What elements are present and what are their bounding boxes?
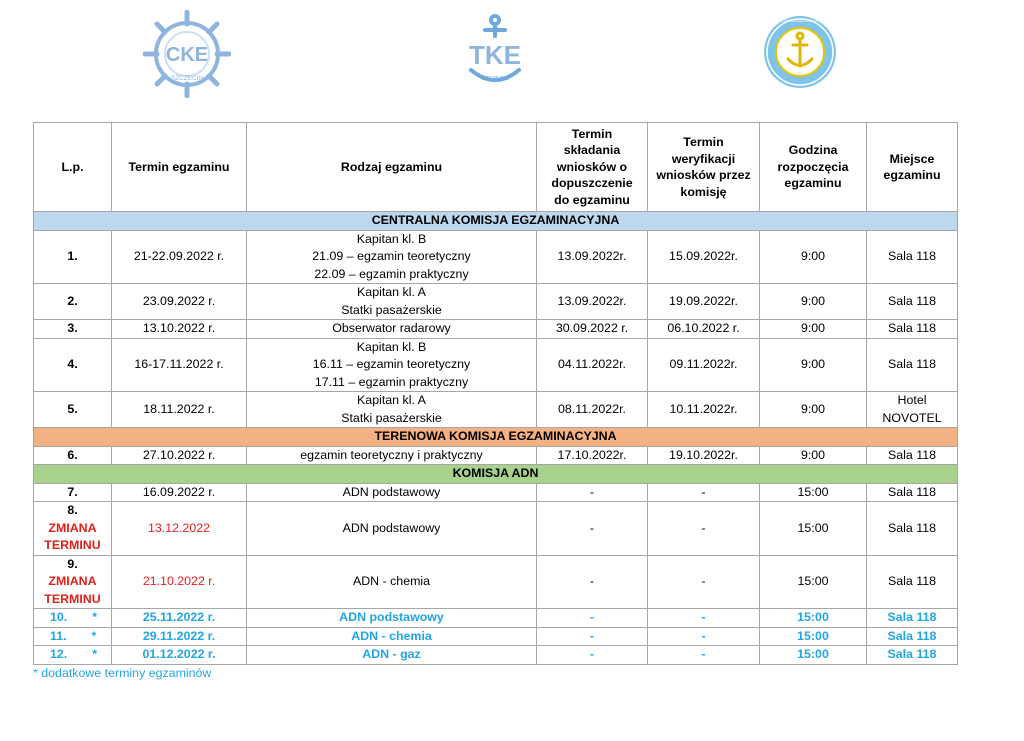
table-row: [34, 230, 958, 284]
table-row-extra: [34, 609, 958, 628]
tke-logo: [463, 14, 527, 86]
row-hour: 9:00: [760, 230, 867, 284]
row-hour: 15:00: [760, 555, 867, 609]
row-hour: 15:00: [760, 646, 867, 665]
row-date: 13.10.2022 r.: [112, 320, 247, 339]
row-lp: 11. *: [34, 627, 112, 646]
row-type: ADN podstawowy: [247, 483, 537, 502]
header-place: Miejsce egzaminu: [867, 123, 958, 212]
row-lp: 7.: [34, 483, 112, 502]
table-row: [34, 483, 958, 502]
row-date: 13.12.2022: [112, 502, 247, 556]
section-regional-commission: [34, 428, 958, 447]
section-title: TERENOWA KOMISJA EGZAMINACYJNA: [34, 428, 958, 447]
row-verify: -: [648, 555, 760, 609]
row-lp: 3.: [34, 320, 112, 339]
cke-logo-caption: SZCZECIN: [170, 75, 204, 82]
exam-schedule-table: [33, 122, 958, 665]
row-date: 21-22.09.2022 r.: [112, 230, 247, 284]
row-hour: 15:00: [760, 502, 867, 556]
row-place: Sala 118: [867, 320, 958, 339]
header-lp: L.p.: [34, 123, 112, 212]
row-hour: 15:00: [760, 609, 867, 628]
tke-logo-text: TKE: [469, 40, 521, 70]
row-type: ADN - chemia: [247, 555, 537, 609]
row-type: Kapitan kl. A Statki pasażerskie: [247, 284, 537, 320]
row-verify: 09.11.2022r.: [648, 338, 760, 392]
asterisk-mark: *: [92, 610, 98, 624]
row-lp: 1.: [34, 230, 112, 284]
asterisk-mark: *: [91, 628, 97, 643]
row-verify: 10.11.2022r.: [648, 392, 760, 428]
row-type: Kapitan kl. B 21.09 – egzamin teoretyczny 22.09 – egzamin praktyczny: [247, 230, 537, 284]
row-apply: -: [537, 627, 648, 646]
row-hour: 9:00: [760, 446, 867, 465]
row-lp: 10. *: [34, 609, 112, 628]
change-badge: ZMIANA: [48, 574, 97, 588]
row-hour: 9:00: [760, 320, 867, 339]
row-place: Sala 118: [867, 483, 958, 502]
row-hour: 15:00: [760, 627, 867, 646]
row-type: ADN podstawowy: [247, 609, 537, 628]
table-row: [34, 502, 958, 556]
row-lp: 8. ZMIANA TERMINU: [34, 502, 112, 556]
row-date: 27.10.2022 r.: [112, 446, 247, 465]
row-place: Sala 118: [867, 446, 958, 465]
section-central-commission: [34, 212, 958, 231]
section-adn-commission: [34, 465, 958, 484]
table-row: [34, 555, 958, 609]
tke-logo-caption: SZCZECIN: [481, 76, 509, 82]
table-row: [34, 320, 958, 339]
row-date: 23.09.2022 r.: [112, 284, 247, 320]
row-place: Sala 118: [867, 284, 958, 320]
row-date: 21.10.2022 r.: [112, 555, 247, 609]
row-type: egzamin teoretyczny i praktyczny: [247, 446, 537, 465]
row-verify: -: [648, 646, 760, 665]
row-verify: 19.10.2022r.: [648, 446, 760, 465]
row-hour: 9:00: [760, 392, 867, 428]
row-apply: -: [537, 609, 648, 628]
row-verify: -: [648, 627, 760, 646]
row-lp: 5.: [34, 392, 112, 428]
row-apply: 08.11.2022r.: [537, 392, 648, 428]
row-date: 25.11.2022 r.: [112, 609, 247, 628]
row-date: 01.12.2022 r.: [112, 646, 247, 665]
row-verify: -: [648, 483, 760, 502]
row-type: ADN podstawowy: [247, 502, 537, 556]
row-verify: 15.09.2022r.: [648, 230, 760, 284]
row-apply: 04.11.2022r.: [537, 338, 648, 392]
table-header-row: [34, 123, 958, 212]
row-type: ADN - chemia: [247, 627, 537, 646]
header-start-hour: Godzina rozpoczęcia egzaminu: [760, 123, 867, 212]
row-lp: 6.: [34, 446, 112, 465]
row-apply: 30.09.2022 r.: [537, 320, 648, 339]
row-apply: -: [537, 502, 648, 556]
table-row: [34, 338, 958, 392]
row-lp: 12. *: [34, 646, 112, 665]
row-hour: 9:00: [760, 284, 867, 320]
row-place: Sala 118: [867, 555, 958, 609]
row-place: Sala 118: [867, 609, 958, 628]
table-row: [34, 284, 958, 320]
row-type: Kapitan kl. B 16.11 – egzamin teoretyczny 17.11 – egzamin praktyczny: [247, 338, 537, 392]
seal-logo: [762, 14, 838, 90]
row-type: ADN - gaz: [247, 646, 537, 665]
row-hour: 15:00: [760, 483, 867, 502]
change-badge: ZMIANA: [48, 520, 97, 535]
table-row: [34, 446, 958, 465]
row-apply: 17.10.2022r.: [537, 446, 648, 465]
header-exam-date: Termin egzaminu: [112, 123, 247, 212]
cke-logo: [143, 10, 231, 98]
row-verify: -: [648, 502, 760, 556]
footnote: * dodatkowe terminy egzaminów: [33, 666, 212, 680]
change-badge: TERMINU: [44, 538, 101, 552]
cke-logo-text: CKE: [165, 44, 209, 66]
change-badge: TERMINU: [44, 591, 101, 606]
table-row-extra: [34, 646, 958, 665]
header-application-deadline: Termin składania wniosków o dopuszczenie do egzaminu: [537, 123, 648, 212]
section-title: CENTRALNA KOMISJA EGZAMINACYJNA: [34, 212, 958, 231]
row-verify: 19.09.2022r.: [648, 284, 760, 320]
row-lp: 9. ZMIANA TERMINU: [34, 555, 112, 609]
row-apply: -: [537, 646, 648, 665]
section-title: KOMISJA ADN: [34, 465, 958, 484]
table-row: [34, 392, 958, 428]
table-row-extra: [34, 627, 958, 646]
row-apply: 13.09.2022r.: [537, 284, 648, 320]
row-apply: 13.09.2022r.: [537, 230, 648, 284]
row-place: Sala 118: [867, 627, 958, 646]
row-date: 29.11.2022 r.: [112, 627, 247, 646]
row-verify: -: [648, 609, 760, 628]
header-verification-date: Termin weryfikacji wniosków przez komisję: [648, 123, 760, 212]
row-date: 16-17.11.2022 r.: [112, 338, 247, 392]
row-lp: 2.: [34, 284, 112, 320]
row-place: Sala 118: [867, 338, 958, 392]
asterisk-mark: *: [92, 647, 98, 661]
row-verify: 06.10.2022 r.: [648, 320, 760, 339]
row-hour: 9:00: [760, 338, 867, 392]
row-apply: -: [537, 483, 648, 502]
row-type: Obserwator radarowy: [247, 320, 537, 339]
row-type: Kapitan kl. A Statki pasażerskie: [247, 392, 537, 428]
row-place: Sala 118: [867, 646, 958, 665]
row-date: 16.09.2022 r.: [112, 483, 247, 502]
row-date: 18.11.2022 r.: [112, 392, 247, 428]
row-place: Sala 118: [867, 502, 958, 556]
row-lp: 4.: [34, 338, 112, 392]
header-exam-type: Rodzaj egzaminu: [247, 123, 537, 212]
row-apply: -: [537, 555, 648, 609]
row-place: Hotel NOVOTEL: [867, 392, 958, 428]
seal-logo-text: URZĄD ŻEGLUGI ŚRÓDLĄDOWEJ W SZCZECINIE: [762, 19, 838, 23]
row-place: Sala 118: [867, 230, 958, 284]
